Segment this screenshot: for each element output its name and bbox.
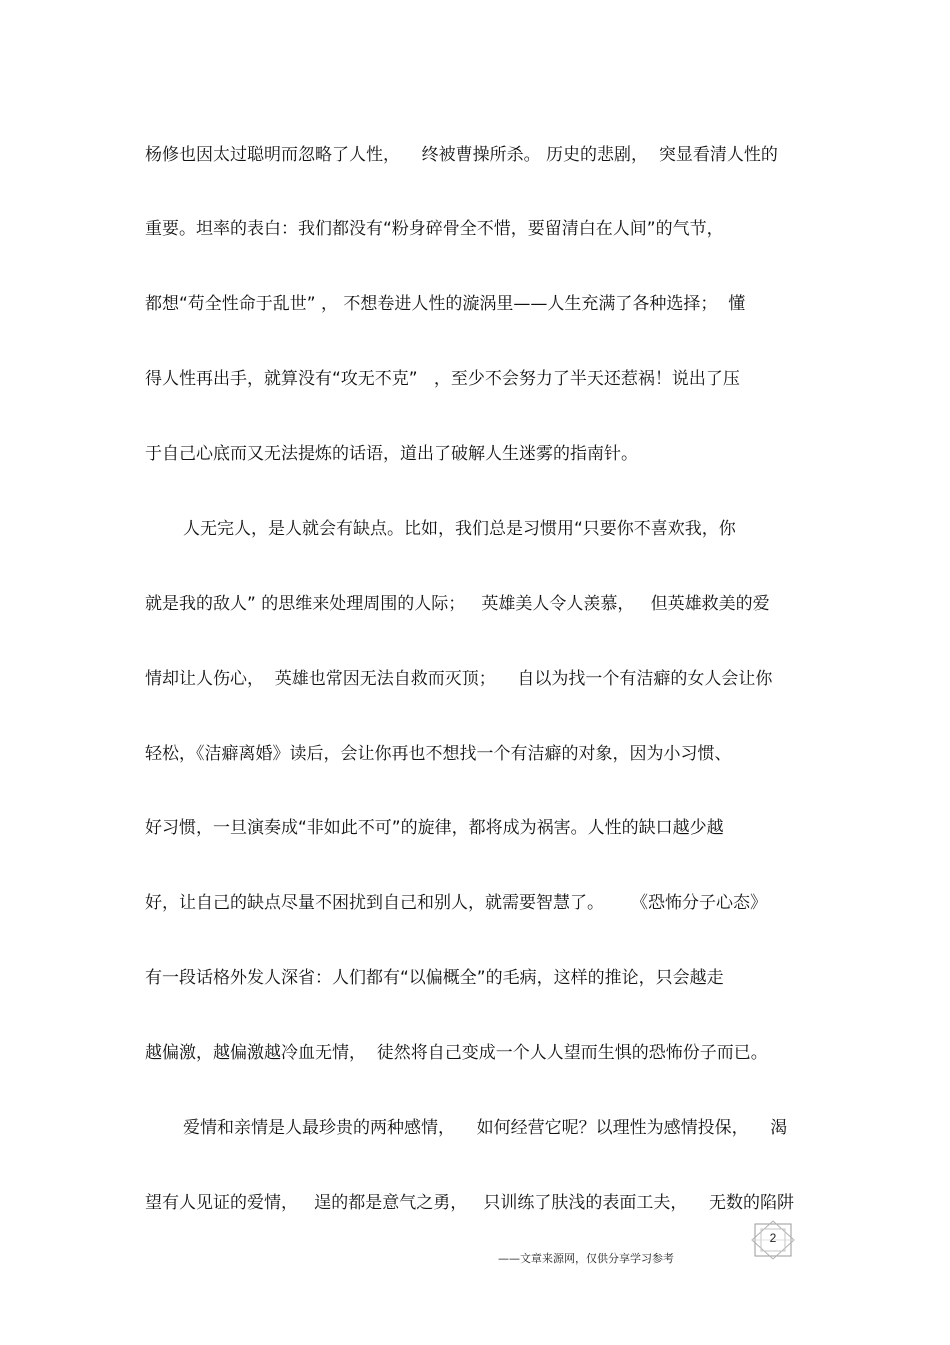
text-line: 于自己心底而又无法提炼的话语，道出了破解人生迷雾的指南针。	[145, 444, 638, 464]
source-footer: ——文章来源网，仅供分享学习参考	[498, 1252, 674, 1265]
text-line: 都想“苟全性命于乱世” ， 不想卷进人性的漩涡里——人生充满了各种选择； 懂	[145, 294, 746, 314]
text-line: 好，让自己的缺点尽量不困扰到自己和别人，就需要智慧了。 《恐怖分子心态》	[145, 893, 768, 913]
text-line: 重要。坦率的表白：我们都没有“粉身碎骨全不惜，要留清白在人间”的气节，	[145, 219, 724, 239]
paragraph-start-line: 爱情和亲情是人最珍贵的两种感情， 如何经营它呢？以理性为感情投保， 渴	[183, 1118, 788, 1138]
text-line: 就是我的敌人” 的思维来处理周围的人际； 英雄美人令人羡慕， 但英雄救美的爱	[145, 594, 770, 614]
text-line: 轻松，《洁癖离婚》读后，会让你再也不想找一个有洁癖的对象，因为小习惯、	[145, 744, 732, 764]
text-line: 得人性再出手，就算没有“攻无不克” ，至少不会努力了半天还惹祸！说出了压	[145, 369, 740, 389]
page-number-badge	[749, 1220, 797, 1260]
text-line: 好习惯，一旦演奏成“非如此不可”的旋律，都将成为祸害。人性的缺口越少越	[145, 818, 724, 838]
text-line: 杨修也因太过聪明而忽略了人性， 终被曹操所杀。 历史的悲剧， 突显看清人性的	[145, 145, 778, 165]
text-line: 有一段话格外发人深省：人们都有“以偏概全”的毛病，这样的推论，只会越走	[145, 968, 724, 988]
page-number: 2	[769, 1231, 777, 1245]
text-line: 越偏激，越偏激越冷血无情， 徒然将自己变成一个人人望而生惧的恐怖份子而已。	[145, 1043, 768, 1063]
text-line: 望有人见证的爱情， 逞的都是意气之勇， 只训练了肤浅的表面工夫， 无数的陷阱	[145, 1193, 795, 1213]
paragraph-start-line: 人无完人，是人就会有缺点。比如，我们总是习惯用“只要你不喜欢我，你	[183, 519, 736, 539]
text-line: 情却让人伤心， 英雄也常因无法自救而灭顶； 自以为找一个有洁癖的女人会让你	[145, 669, 773, 689]
